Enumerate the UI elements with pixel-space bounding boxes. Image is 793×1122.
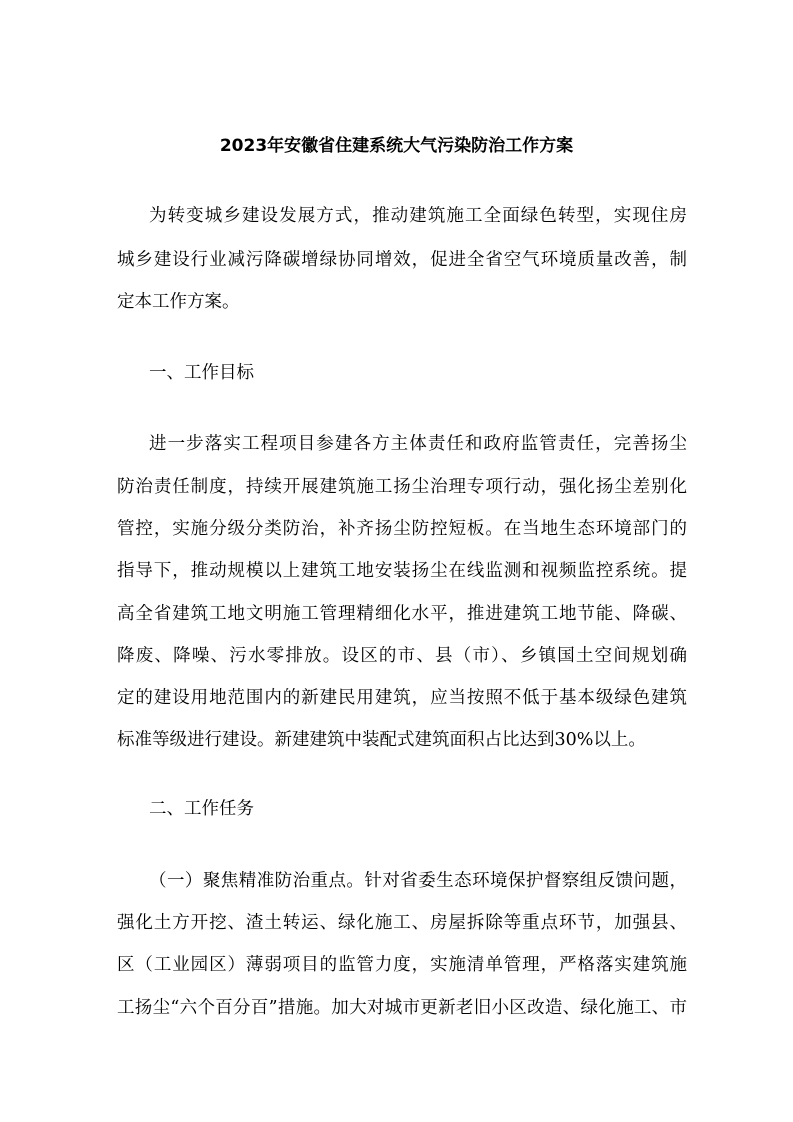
- section1-paragraph-line: 高全省建筑工地文明施工管理精细化水平，推进建筑工地节能、降碳、: [117, 604, 687, 624]
- section2-paragraph-line: 区（工业园区）薄弱项目的监管力度，实施清单管理，严格落实建筑施: [117, 955, 687, 975]
- section1-paragraph-line: 降废、降噪、污水零排放。设区的市、县（市）、乡镇国土空间规划确: [117, 646, 687, 666]
- section1-paragraph-line: 标准等级进行建设。新建建筑中装配式建筑面积占比达到30%以上。: [117, 730, 646, 750]
- section1-paragraph-line: 管控，实施分级分类防治，补齐扬尘防控短板。在当地生态环境部门的: [117, 519, 687, 539]
- section1-paragraph-line: 定的建设用地范围内的新建民用建筑，应当按照不低于基本级绿色建筑: [117, 688, 687, 708]
- section2-paragraph-line: 工扬尘“六个百分百”措施。加大对城市更新老旧小区改造、绿化施工、市: [117, 998, 687, 1018]
- intro-paragraph-line: 城乡建设行业减污降碳增绿协同增效，促进全省空气环境质量改善，制: [117, 250, 687, 270]
- section1-paragraph-line: 进一步落实工程项目参建各方主体责任和政府监管责任，完善扬尘: [149, 434, 687, 454]
- document-title: 2023年安徽省住建系统大气污染防治工作方案: [219, 136, 574, 156]
- section-heading-goals: 一、工作目标: [149, 363, 254, 383]
- intro-paragraph-line: 定本工作方案。: [117, 292, 240, 312]
- section1-paragraph-line: 指导下，推动规模以上建筑工地安装扬尘在线监测和视频监控系统。提: [117, 561, 687, 581]
- section-heading-tasks: 二、工作任务: [149, 799, 254, 819]
- section1-paragraph-line: 防治责任制度，持续开展建筑施工扬尘治理专项行动，强化扬尘差别化: [117, 477, 687, 497]
- section2-paragraph-line: 强化土方开挖、渣土转运、绿化施工、房屋拆除等重点环节，加强县、: [117, 913, 687, 933]
- section2-paragraph-line: （一）聚焦精准防治重点。针对省委生态环境保护督察组反馈问题，: [149, 871, 687, 891]
- intro-paragraph-line: 为转变城乡建设发展方式，推动建筑施工全面绿色转型，实现住房: [149, 206, 687, 226]
